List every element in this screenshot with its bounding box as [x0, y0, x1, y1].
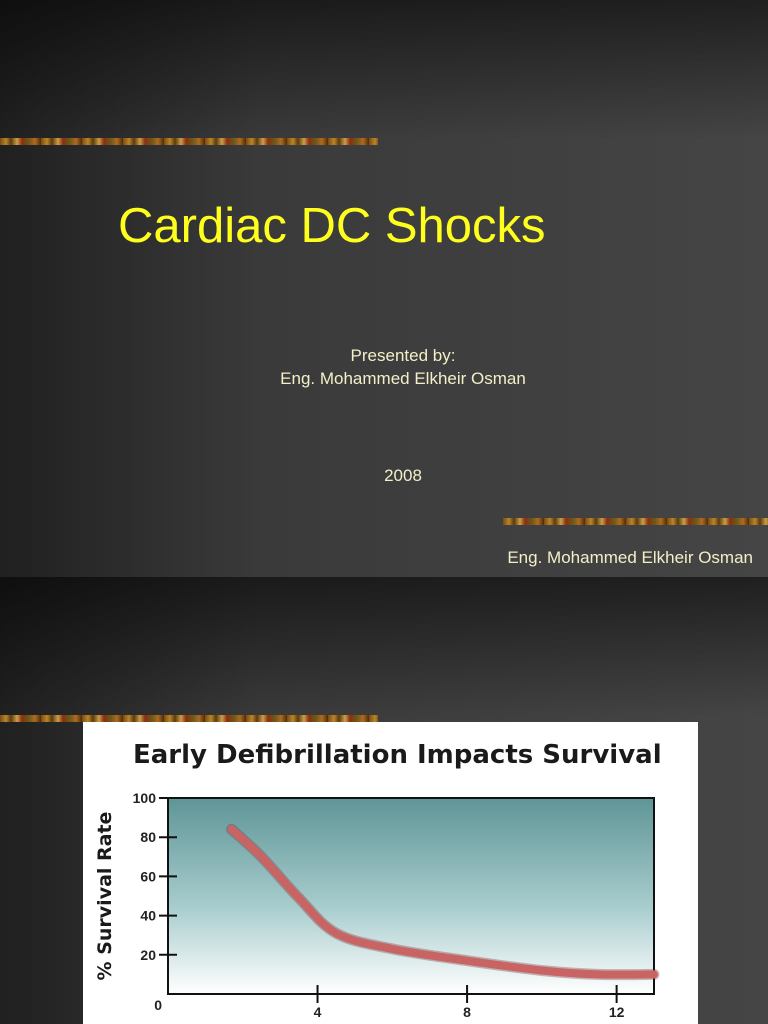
plot-area	[168, 798, 654, 994]
presenter-block	[0, 344, 768, 390]
y-tick-label: 20	[140, 946, 156, 963]
y-tick-label: 80	[140, 829, 156, 846]
presenter-name: Eng. Mohammed Elkheir Osman	[280, 369, 526, 388]
x-tick-label: 4	[313, 1004, 322, 1020]
chart-image	[83, 722, 698, 1024]
y-tick-label: 60	[140, 868, 156, 885]
chart-slide	[0, 577, 768, 1024]
y-tick-label: 100	[132, 790, 156, 806]
presentation-year: 2008	[384, 466, 422, 485]
survival-chart	[83, 722, 698, 1024]
presented-by-label: Presented by:	[350, 346, 456, 365]
slide-footer: Eng. Mohammed Elkheir Osman	[507, 548, 753, 567]
x-tick-label: 12	[608, 1004, 625, 1020]
decorative-bar-top	[0, 715, 378, 722]
y-tick-label: 40	[140, 907, 156, 924]
chart-title: Early Defibrillation Impacts Survival	[133, 740, 662, 770]
decorative-bar-right	[503, 518, 768, 525]
y-axis-label: % Survival Rate	[94, 811, 116, 981]
x-tick-label: 8	[463, 1004, 471, 1020]
slide-title: Cardiac DC Shocks	[118, 199, 546, 253]
decorative-bar-top	[0, 138, 378, 145]
y-tick-label: 0	[154, 997, 162, 1013]
